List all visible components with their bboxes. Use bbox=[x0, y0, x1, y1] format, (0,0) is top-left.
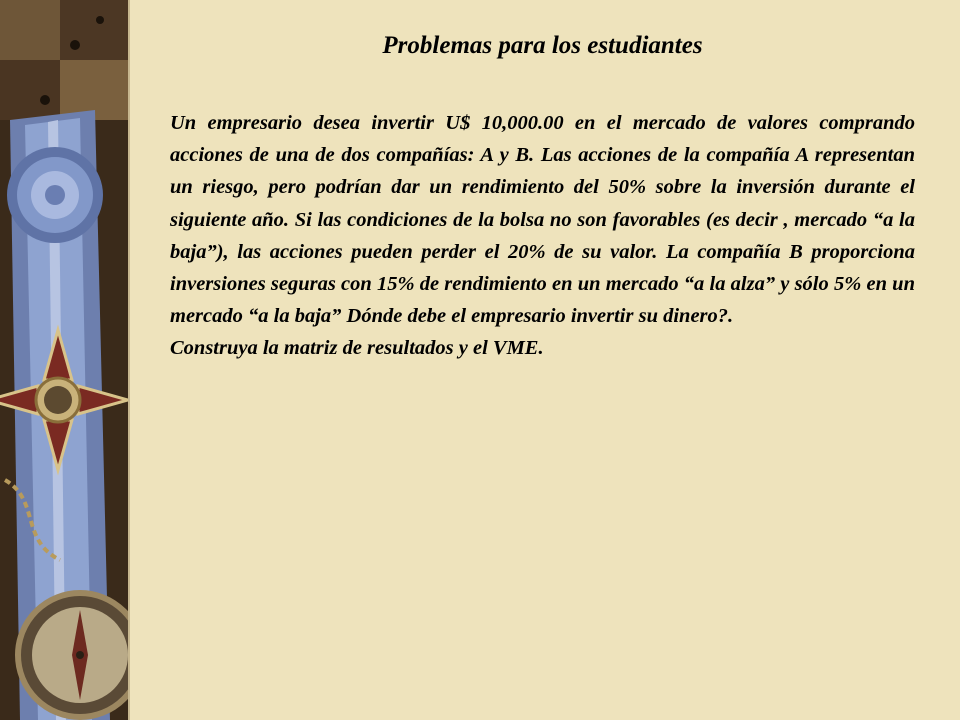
slide-title: Problemas para los estudiantes bbox=[382, 32, 703, 59]
strip-divider bbox=[128, 0, 130, 720]
problem-text-block bbox=[170, 107, 915, 365]
instruction-line: Construya la matriz de resultados y el VME. bbox=[170, 337, 544, 360]
decorative-illustration bbox=[0, 0, 128, 720]
problem-paragraph: Un empresario desea invertir U$ 10,000.00 en el mercado de valores comprando acciones de una de dos compañías: A y B. Las acciones de la compañía A representan un riesgo, pero podrían dar un rendimiento del 50% sobre la inversión durante el siguiente año. Si las condiciones de la bolsa no son favorables (es decir , mercado “a la baja”), las acciones pueden perder el 20% de su valor. La compañía B proporciona inversiones seguras con 15% de rendimiento en un mercado “a la alza” y sólo 5% en un mercado “a la baja” Dónde debe el empresario invertir su dinero?. bbox=[170, 112, 915, 328]
medal-ribbon-compass-image bbox=[0, 0, 128, 720]
